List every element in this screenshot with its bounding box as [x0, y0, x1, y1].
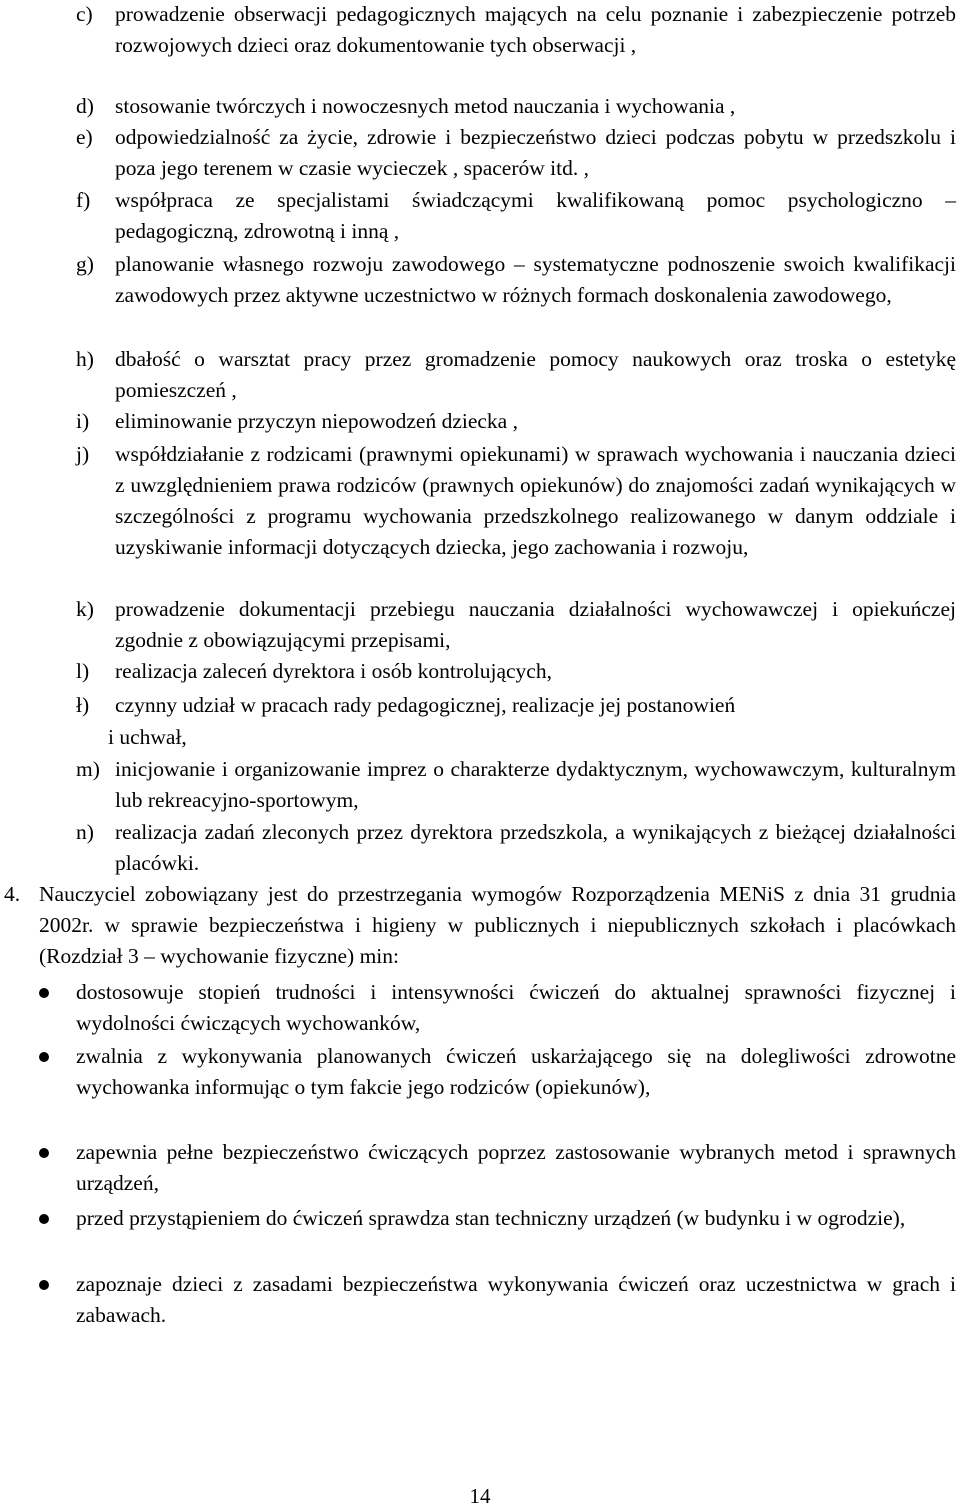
- list-item-i: [76, 406, 956, 437]
- item-text: odpowiedzialność za życie, zdrowie i bezpieczeństwo dzieci podczas pobytu w przedszkolu i poza jego terenem w czasie wycieczek , spacerów itd. ,: [115, 125, 956, 180]
- item-label: m): [76, 757, 100, 781]
- item-label: e): [76, 125, 93, 149]
- item-text: inicjowanie i organizowanie imprez o charakterze dydaktycznym, wychowawczym, kulturalnym lub rekreacyjno-sportowym,: [115, 757, 956, 812]
- item-text: dbałość o warsztat pracy przez gromadzenie pomocy naukowych oraz troska o estetykę pomieszczeń ,: [115, 347, 956, 402]
- bullet-icon: [39, 988, 49, 998]
- bullet-item: [39, 1269, 956, 1331]
- item-label: h): [76, 347, 94, 371]
- item-text: prowadzenie obserwacji pedagogicznych mających na celu poznanie i zabezpieczenie potrzeb rozwojowych dzieci oraz dokumentowanie tych obserwacji ,: [115, 2, 956, 57]
- bullet-item: [39, 1203, 956, 1234]
- item-text: realizacja zadań zleconych przez dyrektora przedszkola, a wynikających z bieżącej działalności placówki.: [115, 820, 956, 875]
- bullet-item: [39, 1137, 956, 1199]
- item-label: j): [76, 442, 90, 466]
- item-label: d): [76, 94, 94, 118]
- item-label: c): [76, 2, 93, 26]
- bullet-icon: [39, 1214, 49, 1224]
- bullet-item: [39, 1041, 956, 1103]
- item-text: i uchwał,: [108, 725, 187, 749]
- item-text: realizacja zaleceń dyrektora i osób kontrolujących,: [115, 659, 552, 683]
- item-label: f): [76, 188, 91, 212]
- list-item-f: [76, 185, 956, 247]
- list-item-m: [76, 754, 956, 816]
- list-item-j: [76, 439, 956, 563]
- bullet-text: zapewnia pełne bezpieczeństwo ćwiczących poprzez zastosowanie wybranych metod i sprawnych urządzeń,: [76, 1140, 956, 1195]
- item-label: i): [76, 409, 90, 433]
- item-label: ł): [76, 693, 90, 717]
- section-number: 4.: [4, 882, 21, 906]
- item-label: g): [76, 252, 94, 276]
- section-text: Nauczyciel zobowiązany jest do przestrzegania wymogów Rozporządzenia MENiS z dnia 31 grudnia 2002r. w sprawie bezpieczeństwa i higieny w publicznych i niepublicznych szkołach i placówkach (Rozdział 3 – wychowanie fizyczne) min:: [39, 882, 956, 968]
- list-item-n: [76, 817, 956, 879]
- list-item-k: [76, 594, 956, 656]
- item-text: współdziałanie z rodzicami (prawnymi opiekunami) w sprawach wychowania i nauczania dzieci z uwzględnieniem prawa rodziców (prawnych opiekunów) do znajomości zadań wynikających w szczególności z programu wychowania przedszkolnego realizowanego w danym oddziale i uzyskiwanie informacji dotyczących dziecka, jego zachowania i rozwoju,: [115, 442, 956, 559]
- bullet-text: zwalnia z wykonywania planowanych ćwiczeń uskarżającego się na dolegliwości zdrowotne wychowanka informując o tym fakcie jego rodziców (opiekunów),: [76, 1044, 956, 1099]
- bullet-icon: [39, 1052, 49, 1062]
- item-label: k): [76, 597, 94, 621]
- list-item-g: [76, 249, 956, 311]
- item-label: n): [76, 820, 94, 844]
- bullet-icon: [39, 1280, 49, 1290]
- item-text: stosowanie twórczych i nowoczesnych metod nauczania i wychowania ,: [115, 94, 736, 118]
- list-item-l: [76, 656, 956, 687]
- bullet-icon: [39, 1148, 49, 1158]
- item-text: współpraca ze specjalistami świadczącymi kwalifikowaną pomoc psychologiczno – pedagogiczną, zdrowotną i inną ,: [115, 188, 956, 243]
- item-text: czynny udział w pracach rady pedagogicznej, realizacje jej postanowień: [115, 693, 736, 717]
- list-item-l-stroke: [76, 690, 956, 721]
- list-item-continuation: [108, 722, 608, 753]
- list-item-d: [76, 91, 956, 122]
- bullet-item: [39, 977, 956, 1039]
- bullet-text: dostosowuje stopień trudności i intensywności ćwiczeń do aktualnej sprawności fizycznej i wydolności ćwiczących wychowanków,: [76, 980, 956, 1035]
- bullet-text: przed przystąpieniem do ćwiczeń sprawdza stan techniczny urządzeń (w budynku i w ogrodzie),: [76, 1206, 906, 1230]
- bullet-text: zapoznaje dzieci z zasadami bezpieczeństwa wykonywania ćwiczeń oraz uczestnictwa w grach i zabawach.: [76, 1272, 956, 1327]
- item-text: eliminowanie przyczyn niepowodzeń dziecka ,: [115, 409, 518, 433]
- section-4: [4, 879, 956, 972]
- page-number: 14: [469, 1484, 491, 1508]
- list-item-e: [76, 122, 956, 184]
- item-text: planowanie własnego rozwoju zawodowego – systematyczne podnoszenie swoich kwalifikacji zawodowych przez aktywne uczestnictwo w różnych formach doskonalenia zawodowego,: [115, 252, 956, 307]
- item-label: l): [76, 659, 90, 683]
- item-text: prowadzenie dokumentacji przebiegu nauczania działalności wychowawczej i opiekuńczej zgodnie z obowiązującymi przepisami,: [115, 597, 956, 652]
- list-item-c: [76, 0, 956, 61]
- list-item-h: [76, 344, 956, 406]
